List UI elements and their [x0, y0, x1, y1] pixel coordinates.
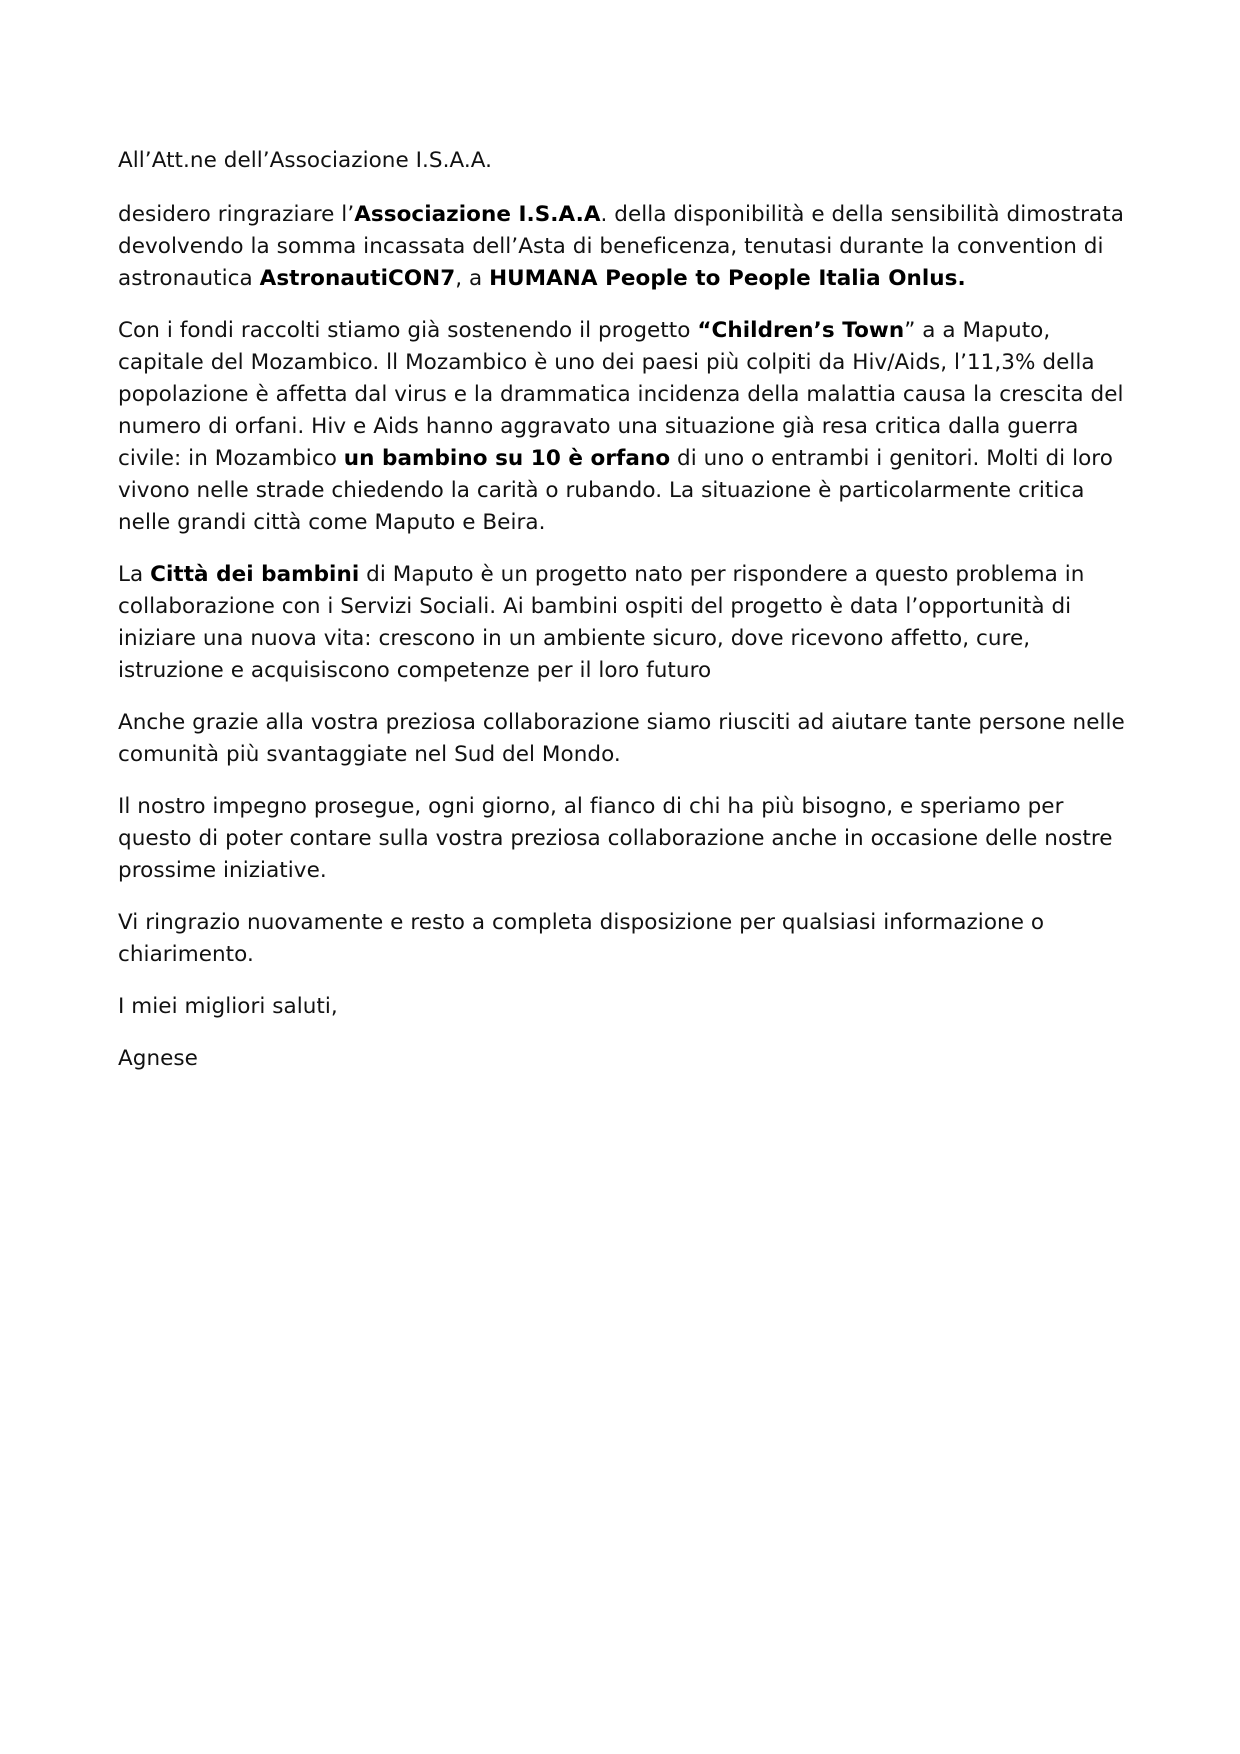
city-of-children: Città dei bambini	[150, 562, 360, 587]
orphan-statistic: un bambino su 10 è orfano	[343, 446, 671, 471]
availability-paragraph: Vi ringrazio nuovamente e resto a completa disposizione per qualsiasi informazione o chiarimento.	[118, 910, 1045, 967]
addressee-line: All’Att.ne dell’Associazione I.S.A.A.	[118, 148, 493, 173]
closing-line: I miei migliori saluti,	[118, 994, 338, 1019]
text-run: ” a a Maputo, capitale del Mozambico. ll Mozambico è uno dei paesi più colpiti da Hiv/Aids, l’11,3% della popolazione è affetta dal virus e la drammatica incidenza della malattia causa la crescita del numero di orfani. Hiv e Aids hanno aggravato una situazione già resa critica dalla guerra civile: in Mozambico	[118, 318, 1124, 471]
text-run: Con i fondi raccolti stiamo già sostenendo il progetto	[118, 318, 698, 343]
project-name: “Children’s Town	[697, 318, 905, 343]
text-run: , a	[455, 266, 490, 291]
convention-name: AstronautiCON7	[259, 266, 456, 291]
text-run: di Maputo è un progetto nato per rispondere a questo problema in collaborazione con i Servizi Sociali. Ai bambini ospiti del progetto è data l’opportunità di iniziare una nuova vita: crescono in un ambiente sicuro, dove ricevono affetto, cure, istruzione e acquisiscono competenze per il loro futuro	[118, 562, 1085, 683]
letter-body	[118, 145, 1128, 1095]
text-run: desidero ringraziare l’	[118, 202, 355, 227]
text-run: . della disponibilità e della sensibilità dimostrata devolvendo la somma incassata dell’Asta di beneficenza, tenutasi durante la convention di astronautica	[118, 202, 1124, 291]
project-paragraph	[118, 315, 1128, 539]
association-name: Associazione I.S.A.A	[354, 202, 601, 227]
signature: Agnese	[118, 1046, 198, 1071]
collaboration-paragraph: Anche grazie alla vostra preziosa collaborazione siamo riusciti ad aiutare tante persone nelle comunità più svantaggiate nel Sud del Mondo.	[118, 710, 1125, 767]
text-run: di uno o entrambi i genitori. Molti di loro vivono nelle strade chiedendo la carità o rubando. La situazione è particolarmente critica nelle grandi città come Maputo e Beira.	[118, 446, 1113, 535]
organization-name: HUMANA People to People Italia Onlus.	[489, 266, 966, 291]
commitment-paragraph: Il nostro impegno prosegue, ogni giorno, al fianco di chi ha più bisogno, e speriamo per questo di poter contare sulla vostra preziosa collaborazione anche in occasione delle nostre prossime iniziative.	[118, 794, 1113, 883]
city-paragraph	[118, 559, 1128, 687]
thanks-paragraph	[118, 199, 1128, 295]
text-run: La	[118, 562, 151, 587]
